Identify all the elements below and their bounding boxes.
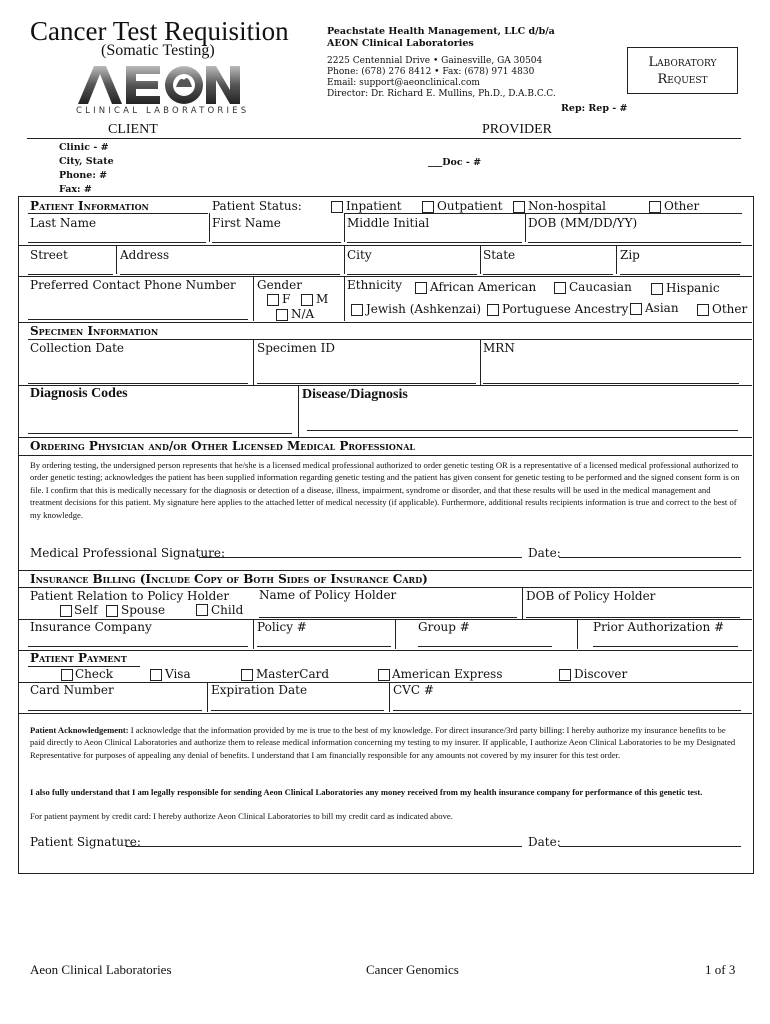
company-line-2: AEON Clinical Laboratories [327,38,474,49]
last-name-input[interactable] [28,242,206,243]
policy-divider [253,619,254,649]
dob-divider [525,213,526,242]
names-row-top [344,213,742,214]
payment-visa-checkbox[interactable] [150,669,162,681]
middle-initial-label: Middle Initial [347,216,430,230]
company-line-1: Peachstate Health Management, LLC d/b/a [327,26,555,37]
policy-number-label: Policy # [257,620,307,634]
gender-f-checkbox[interactable] [267,294,279,306]
physician-signature-label: Medical Professional Signature: [30,546,225,560]
ethnicity-hispanic-label: Hispanic [666,281,720,295]
group-number-input[interactable] [418,646,552,647]
footer-page-number: 1 of 3 [705,962,736,977]
first-name-label: First Name [212,216,281,230]
patient-date-label: Date: [528,835,561,849]
status-other-checkbox[interactable] [649,201,661,213]
street-input[interactable] [28,274,113,275]
relation-self-label: Self [74,603,98,617]
company-email: Email: support@aeonclinical.com [327,78,480,88]
diagnosis-codes-input[interactable] [28,433,292,434]
gender-m-label: M [316,292,329,306]
laboratory-request-box [627,47,738,94]
payment-amex-label: American Express [392,667,503,681]
cvc-label: CVC # [393,683,434,697]
specimen-id-divider [253,339,254,385]
payment-visa-label: Visa [165,667,191,681]
status-nonhospital-label: Non-hospital [528,199,606,213]
rep-label: Rep: Rep - # [561,103,628,114]
city-divider [344,245,345,274]
mrn-divider [480,339,481,385]
patient-signature-input[interactable] [126,846,522,847]
street-label: Street [30,248,68,262]
dob-input[interactable] [528,242,741,243]
group-divider [395,619,396,649]
phone-row-top [18,276,752,277]
expiration-divider [207,682,208,712]
relation-self-checkbox[interactable] [60,605,72,617]
client-heading: CLIENT [108,122,158,137]
collection-date-label: Collection Date [30,341,125,355]
status-nonhospital-checkbox[interactable] [513,201,525,213]
ethnicity-jewish-checkbox[interactable] [351,304,363,316]
ethnicity-portuguese-label: Portuguese Ancestry [502,302,629,316]
lab-request-line-1: Laboratory [648,55,717,70]
physician-signature-input[interactable] [199,557,522,558]
specimen-row-top [18,322,752,323]
policy-number-input[interactable] [257,646,391,647]
ethnicity-caucasian-label: Caucasian [569,280,632,294]
legal-responsibility-text: I also fully understand that I am legally responsible for sending Aeon Clinical Laboratories any money received from my health insurance company for performance of this genetic test. [30,787,703,797]
payment-amex-checkbox[interactable] [378,669,390,681]
payment-mastercard-label: MasterCard [256,667,330,681]
first-name-input[interactable] [212,242,341,243]
city-input[interactable] [347,274,477,275]
middle-initial-divider [344,213,345,242]
mrn-label: MRN [483,341,515,355]
phone-input[interactable] [28,319,248,320]
policy-holder-dob-input[interactable] [526,617,740,618]
status-outpatient-label: Outpatient [437,199,503,213]
relation-label: Patient Relation to Policy Holder [30,589,230,603]
payment-discover-label: Discover [574,667,628,681]
state-label: State [483,248,516,262]
payment-mastercard-checkbox[interactable] [241,669,253,681]
city-label: City [347,248,372,262]
zip-divider [616,245,617,274]
specimen-id-input[interactable] [257,383,476,384]
specimen-heading: Specimen Information [30,324,159,338]
payment-check-checkbox[interactable] [61,669,73,681]
company-director: Director: Dr. Richard E. Mullins, Ph.D., D.A.B.C.C. [327,89,556,99]
insurance-row-top [18,570,752,571]
disease-divider [298,385,299,437]
physician-heading: Ordering Physician and/or Other Licensed Medical Professional [30,439,416,453]
diagnosis-codes-label: Diagnosis Codes [30,386,128,401]
gender-divider [253,276,254,321]
form-subtitle: (Somatic Testing) [101,42,215,59]
physician-heading-underline [18,455,752,456]
status-outpatient-checkbox[interactable] [422,201,434,213]
expiration-input[interactable] [211,710,384,711]
group-number-label: Group # [418,620,470,634]
status-inpatient-label: Inpatient [346,199,402,213]
gender-na-checkbox[interactable] [276,309,288,321]
policy-holder-dob-label: DOB of Policy Holder [526,589,656,603]
cvc-divider [389,682,390,712]
ethnicity-other-checkbox[interactable] [697,304,709,316]
footer-center: Cancer Genomics [366,962,459,977]
physician-date-label: Date: [528,546,561,560]
client-city-state: City, State [59,156,114,167]
patient-acknowledgement [30,724,742,761]
ethnicity-caucasian-checkbox[interactable] [554,282,566,294]
policy-holder-name-label: Name of Policy Holder [259,588,397,602]
policy-holder-name-input[interactable] [259,617,517,618]
physician-date-input[interactable] [559,557,741,558]
client-clinic: Clinic - # [59,142,109,153]
prior-auth-label: Prior Authorization # [593,620,725,634]
card-number-input[interactable] [28,710,202,711]
zip-input[interactable] [620,274,740,275]
patient-info-heading: Patient Information [30,199,149,213]
gender-na-label: N/A [291,307,315,321]
insurance-company-label: Insurance Company [30,620,152,634]
company-phone-fax: Phone: (678) 276 8412 • Fax: (678) 971 4830 [327,67,535,77]
credit-card-authorization-text: For patient payment by credit card: I hereby authorize Aeon Clinical Laboratories to bill my credit card as indicated above. [30,811,453,821]
patient-signature-label: Patient Signature: [30,835,141,849]
state-input[interactable] [483,274,613,275]
relation-spouse-label: Spouse [121,603,166,617]
prior-auth-input[interactable] [593,646,738,647]
provider-doc: ___Doc - # [428,157,482,168]
insurance-heading: Insurance Billing (Include Copy of Both Sides of Insurance Card) [30,572,428,586]
patient-status-label: Patient Status: [212,199,302,213]
ethnicity-portuguese-checkbox[interactable] [487,304,499,316]
ethnicity-other-label: Other [712,302,748,316]
provider-heading: PROVIDER [482,122,553,137]
physician-statement: By ordering testing, the undersigned person represents that he/she is a licensed medical professional authorized to order genetic testing OR is a representative of a licensed medical professional authorized to order genetic testing; acknowledges the patient has been supplied information regarding genetic testing and the patient has given consent for genetic testing to be performed and the signed consent form is on file. I confirm that this is medically necessary for the diagnosis or detection of a disease, illness, impairment, syndrome or disorder, and that these results will be used in the medical management and treatment decisions for this patient. My signature here applies to the attached letter of medical necessity (if applicable). Furthermore, additional results recipients information is true and correct to the best of my knowledge. [30,460,740,520]
payment-check-label: Check [75,667,114,681]
specimen-id-label: Specimen ID [257,341,335,355]
ethnicity-label: Ethnicity [347,278,403,292]
expiration-label: Expiration Date [211,683,308,697]
client-provider-divider [27,138,741,139]
state-divider [480,245,481,274]
disease-diagnosis-label: Disease/Diagnosis [302,387,408,402]
acknowledgement-row-top [18,713,752,714]
ethnicity-asian-label: Asian [645,301,679,315]
diagnosis-row-top [18,385,752,386]
client-fax: Fax: # [59,184,92,195]
first-name-divider [209,213,210,242]
lab-request-line-2: Request [657,72,708,87]
payment-discover-checkbox[interactable] [559,669,571,681]
company-address: 2225 Centennial Drive • Gainesville, GA 30504 [327,56,543,66]
address-row-top [18,245,752,246]
status-inpatient-checkbox[interactable] [331,201,343,213]
ethnicity-divider [344,276,345,321]
main-form-box [18,196,754,874]
address-label: Address [120,248,170,262]
phone-label: Preferred Contact Phone Number [30,278,236,292]
logo-tagline: CLINICAL LABORATORIES [76,106,250,116]
relation-child-checkbox[interactable] [196,604,208,616]
middle-initial-input[interactable] [347,242,522,243]
ethnicity-asian-checkbox[interactable] [630,303,642,315]
payment-heading: Patient Payment [30,651,127,665]
card-row-top [18,682,752,683]
card-number-label: Card Number [30,683,114,697]
client-phone: Phone: # [59,170,108,181]
gender-label: Gender [257,278,302,292]
cvc-input[interactable] [393,710,741,711]
specimen-heading-underline [28,339,752,340]
zip-label: Zip [620,248,640,262]
last-name-label: Last Name [30,216,97,230]
payment-row-top [18,650,752,651]
gender-m-checkbox[interactable] [301,294,313,306]
address-divider [116,245,117,274]
acknowledgement-label: Patient Acknowledgement: [30,725,129,735]
dob-label: DOB (MM/DD/YY) [528,216,638,230]
patient-info-heading-underline [28,213,208,214]
mrn-input[interactable] [483,383,739,384]
patient-date-input[interactable] [559,846,741,847]
relation-spouse-checkbox[interactable] [106,605,118,617]
form-title: Cancer Test Requisition [30,16,289,46]
ethnicity-hispanic-checkbox[interactable] [651,283,663,295]
status-other-label: Other [664,199,700,213]
dob-holder-divider [522,587,523,619]
acknowledgement-text: I acknowledge that the information provided by me is true to the best of my knowledge. For direct insurance/3rd party billing: I hereby authorize my insurance benefits to be paid directly to Aeon Clinical Laboratories and authorize them to release medical information concerning my testing to my insurer. If applicable, I authorize Aeon Clinical Laboratories to be my Designated Representative for purposes of appealing any denial of benefits. I understand that I am financially responsible for any amounts not covered by my insurer for this test order. [30,725,736,760]
ethnicity-african-american-label: African American [430,280,537,294]
physician-row-top [18,437,752,438]
address-input[interactable] [120,274,340,275]
collection-date-input[interactable] [28,383,248,384]
aeon-logo [76,60,250,118]
footer-left: Aeon Clinical Laboratories [30,962,172,977]
insurance-company-input[interactable] [28,646,248,647]
gender-f-label: F [282,292,291,306]
disease-diagnosis-input[interactable] [307,430,738,431]
ethnicity-jewish-label: Jewish (Ashkenzai) [366,302,482,316]
relation-child-label: Child [211,603,244,617]
ethnicity-african-american-checkbox[interactable] [415,282,427,294]
prior-auth-divider [577,619,578,649]
